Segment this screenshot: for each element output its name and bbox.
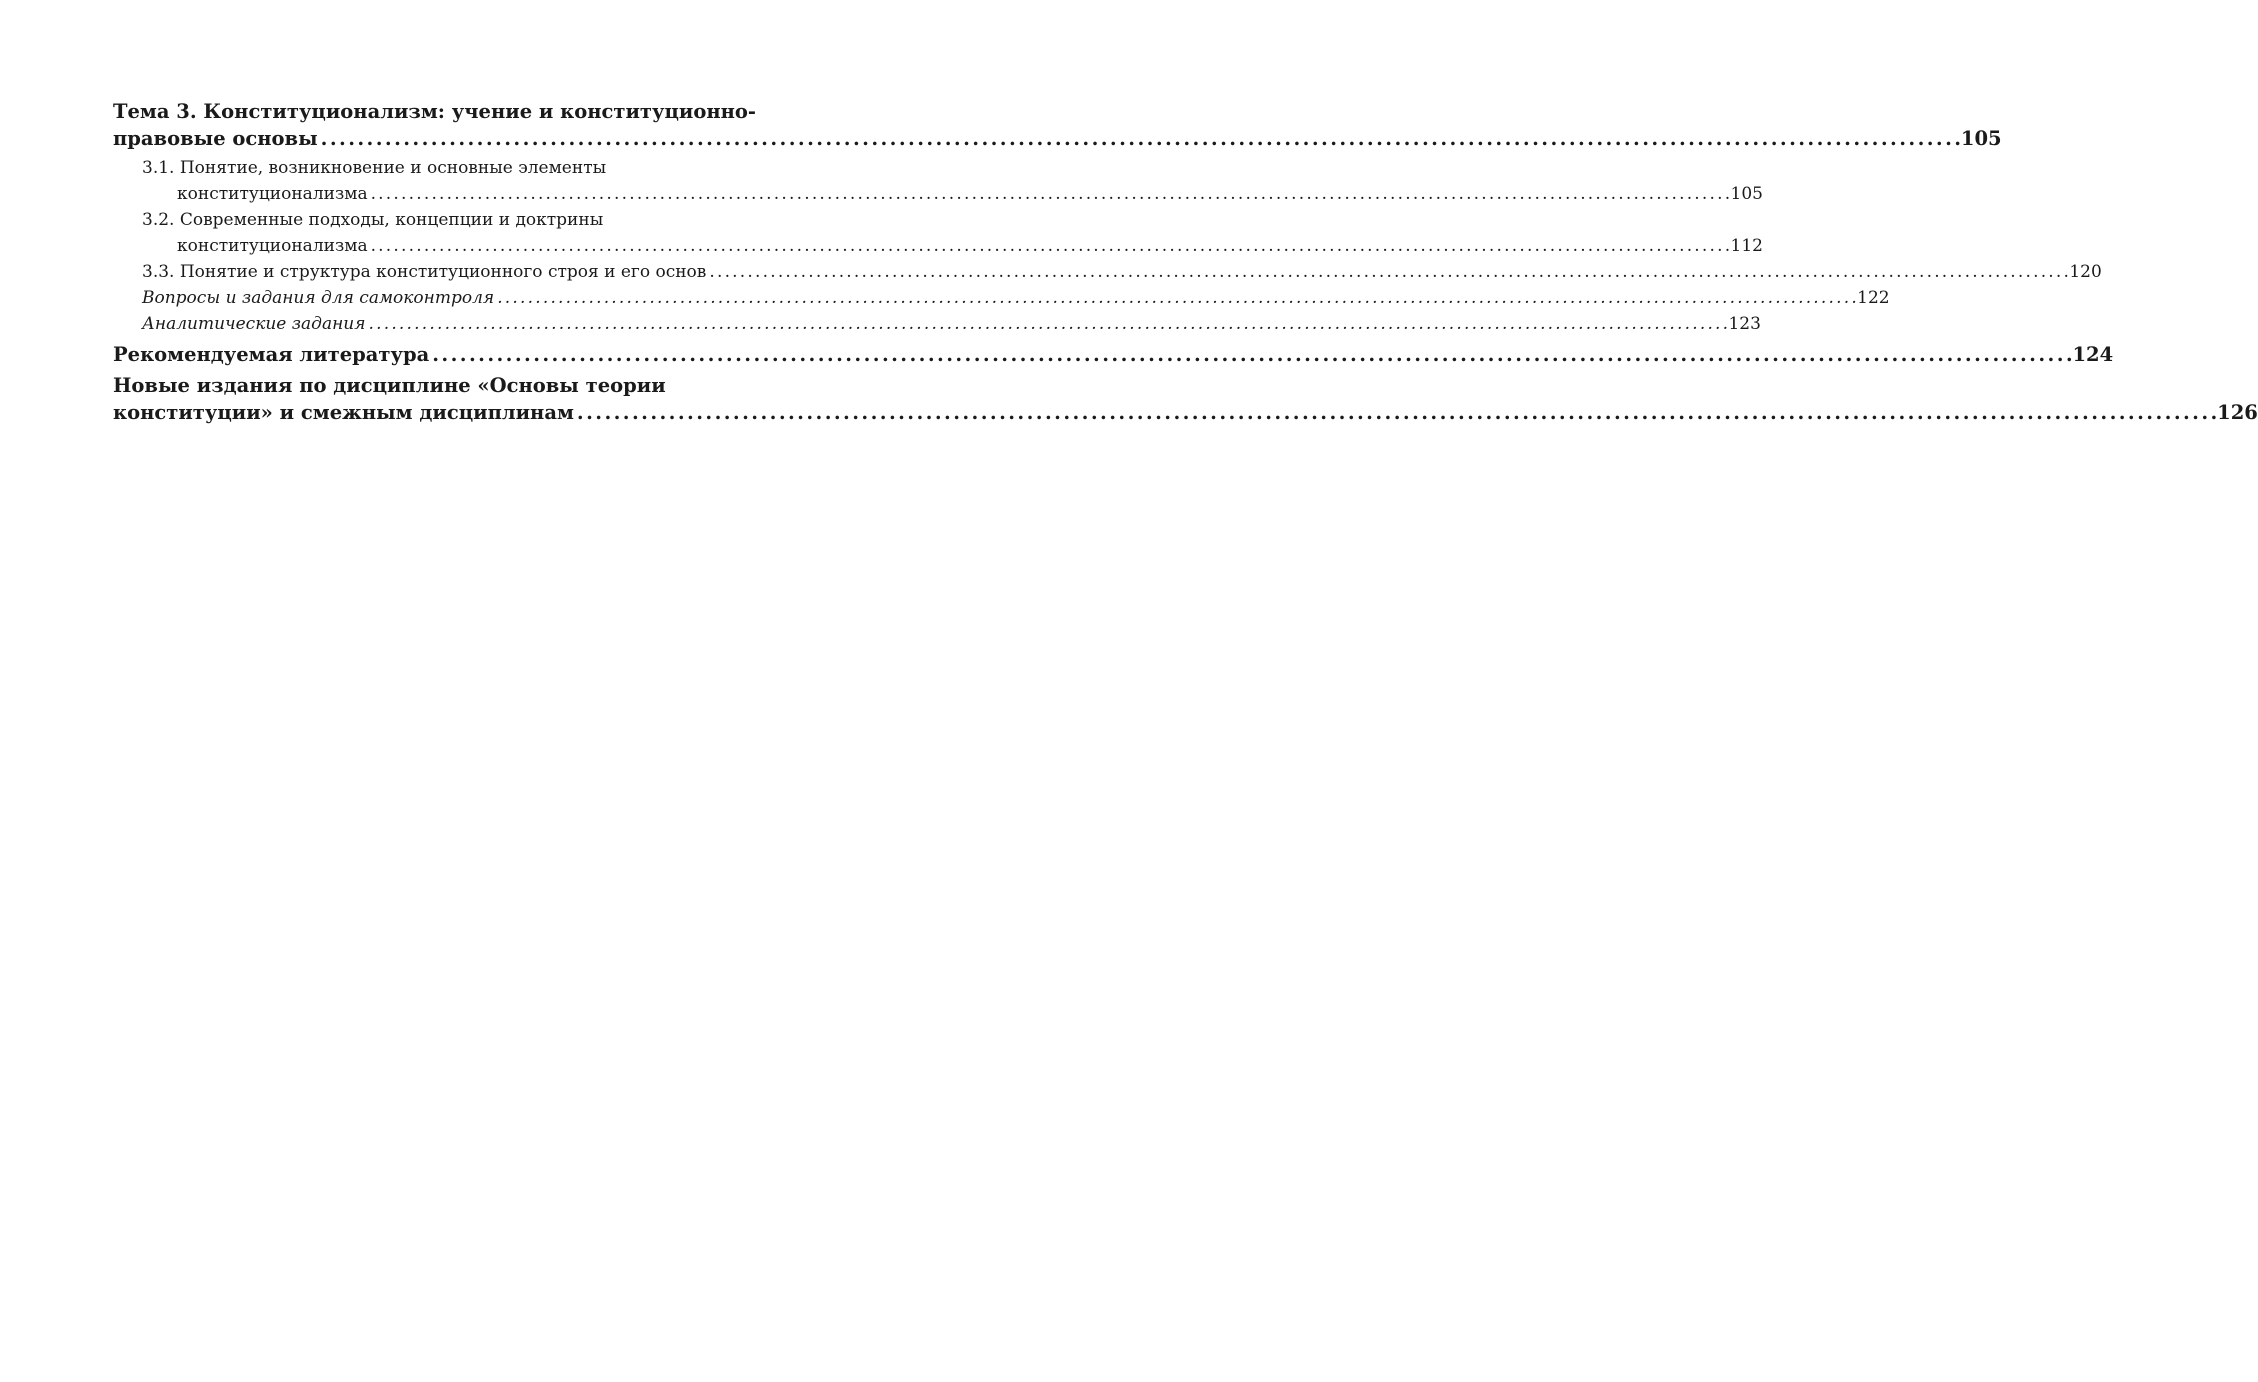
page-number: 126 <box>2217 401 2258 424</box>
toc-entry-title-continued: конституционализма <box>177 184 368 204</box>
page-number: 105 <box>1960 127 2002 150</box>
toc-entry-section-3-2[interactable] <box>113 207 1763 259</box>
toc-entry-title-continued: конституционализма <box>177 236 368 256</box>
dot-leader <box>497 285 1855 311</box>
page-number: 112 <box>1730 236 1763 256</box>
dot-leader <box>369 311 1727 337</box>
dot-leader <box>709 259 2067 285</box>
dot-leader <box>371 233 1729 259</box>
toc-entry-recommended-literature[interactable] <box>113 341 2114 368</box>
toc-entry-self-control-questions[interactable] <box>113 285 1890 311</box>
table-of-contents <box>113 98 2258 426</box>
toc-entry-title: 3.2. Современные подходы, концепции и доктрины <box>142 210 604 230</box>
toc-entry-title: Новые издания по дисциплине «Основы теории <box>113 374 666 397</box>
toc-entry-title: Аналитические задания <box>142 314 366 334</box>
dot-leader <box>432 341 2070 368</box>
toc-entry-topic-3[interactable] <box>113 98 2002 152</box>
toc-entry-title-continued: правовые основы <box>113 127 318 150</box>
toc-entry-title-continued: конституции» и смежным дисциплинам <box>113 401 574 424</box>
toc-entry-analytic-tasks[interactable] <box>113 311 1761 337</box>
toc-entry-section-3-3[interactable] <box>113 259 2102 285</box>
page-number: 123 <box>1728 314 1761 334</box>
dot-leader <box>321 125 1959 152</box>
dot-leader <box>577 399 2215 426</box>
toc-entry-title: 3.3. Понятие и структура конституционного строя и его основ <box>142 262 707 282</box>
page-number: 122 <box>1857 288 1890 308</box>
page-number: 120 <box>2069 262 2102 282</box>
page-number: 105 <box>1730 184 1763 204</box>
toc-entry-title: Тема 3. Конституционализм: учение и конституционно- <box>113 100 757 123</box>
page-number: 124 <box>2072 343 2114 366</box>
toc-entry-title: Вопросы и задания для самоконтроля <box>142 288 495 308</box>
toc-entry-new-editions[interactable] <box>113 372 2258 426</box>
toc-entry-title: Рекомендуемая литература <box>113 343 430 366</box>
toc-entry-section-3-1[interactable] <box>113 155 1763 207</box>
toc-entry-title: 3.1. Понятие, возникновение и основные элементы <box>142 158 607 178</box>
dot-leader <box>371 181 1729 207</box>
